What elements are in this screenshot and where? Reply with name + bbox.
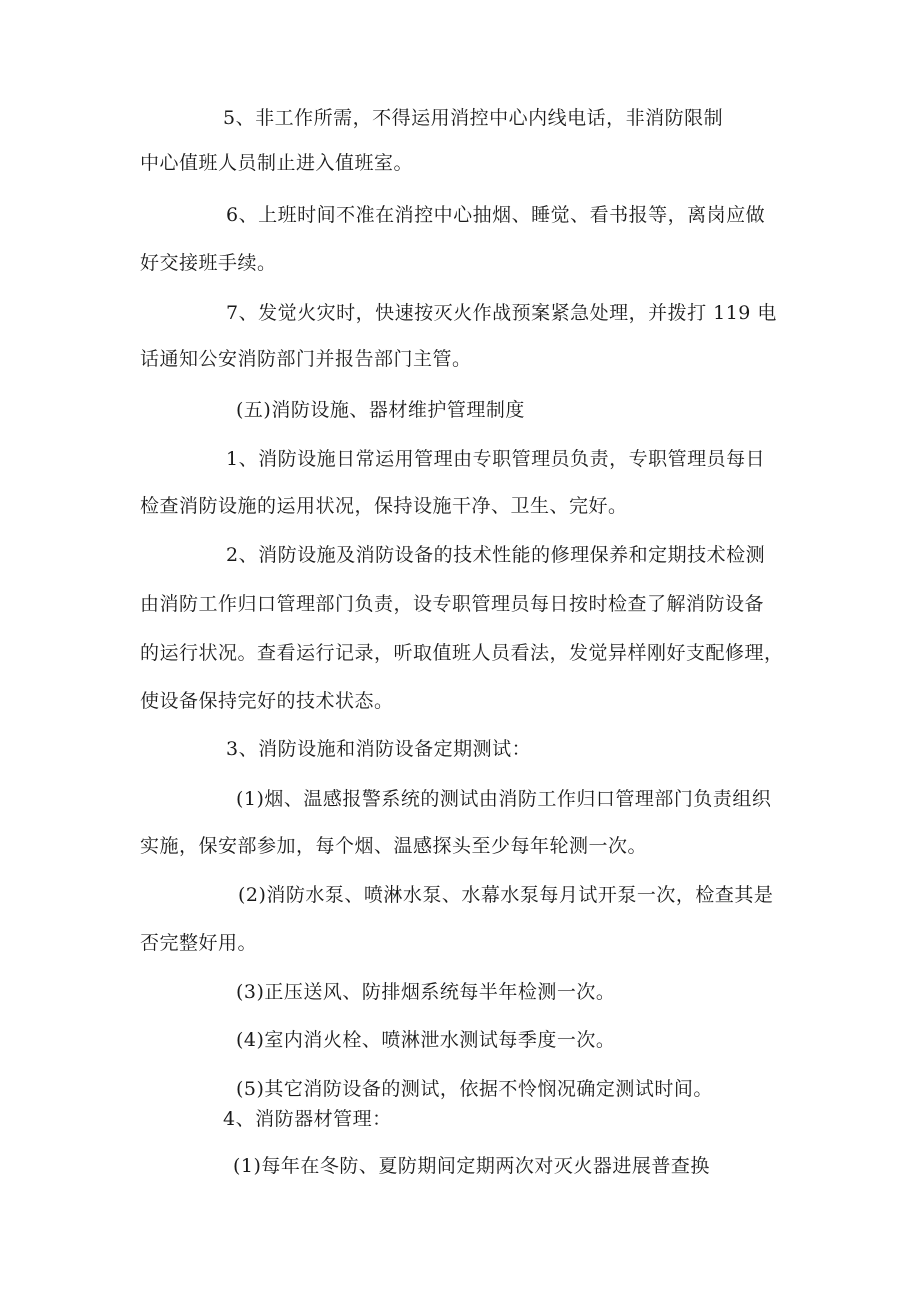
s4-heading: 4、消防器材管理： [223, 1108, 392, 1130]
s2-line-2: 由消防工作归口管理部门负责，设专职管理员每日按时检查了解消防设备 [140, 593, 765, 615]
s4-1-line: (1)每年在冬防、夏防期间定期两次对灭火器进展普查换 [233, 1155, 710, 1177]
s3-heading: 3、消防设施和消防设备定期测试： [226, 738, 532, 760]
s1-line-1: 1、消防设施日常运用管理由专职管理员负责，专职管理员每日 [226, 448, 766, 470]
s3-4-line: (4)室内消火栓、喷淋泄水测试每季度一次。 [236, 1029, 616, 1051]
item-6-line-1: 6、上班时间不准在消控中心抽烟、睡觉、看书报等，离岗应做 [226, 204, 766, 226]
s3-5-line: (5)其它消防设备的测试，依据不怜悯况确定测试时间。 [236, 1078, 713, 1100]
s2-line-4: 使设备保持完好的技术状态。 [140, 690, 394, 712]
s1-line-2: 检查消防设施的运用状况，保持设施干净、卫生、完好。 [140, 495, 628, 517]
item-5-line-2: 中心值班人员制止进入值班室。 [140, 152, 414, 174]
item-7-line-1: 7、发觉火灾时，快速按灭火作战预案紧急处理，并拨打 119 电 [226, 302, 777, 324]
item-6-line-2: 好交接班手续。 [140, 252, 277, 274]
item-5-line-1: 5、非工作所需，不得运用消控中心内线电话，非消防限制 [223, 107, 724, 129]
s2-line-1: 2、消防设施及消防设备的技术性能的修理保养和定期技术检测 [226, 544, 766, 566]
item-7-line-2: 话通知公安消防部门并报告部门主管。 [140, 348, 472, 370]
s3-2-line-2: 否完整好用。 [140, 932, 258, 954]
s2-line-3: 的运行状况。查看运行记录，听取值班人员看法，发觉异样刚好支配修理， [140, 642, 784, 664]
s3-2-line-1: (2)消防水泵、喷淋水泵、水幕水泵每月试开泵一次，检查其是 [238, 884, 774, 906]
section-heading: (五)消防设施、器材维护管理制度 [236, 399, 525, 421]
s3-3-line: (3)正压送风、防排烟系统每半年检测一次。 [236, 981, 616, 1003]
s3-1-line-2: 实施，保安部参加，每个烟、温感探头至少每年轮测一次。 [140, 835, 648, 857]
s3-1-line-1: (1)烟、温感报警系统的测试由消防工作归口管理部门负责组织 [236, 788, 772, 810]
